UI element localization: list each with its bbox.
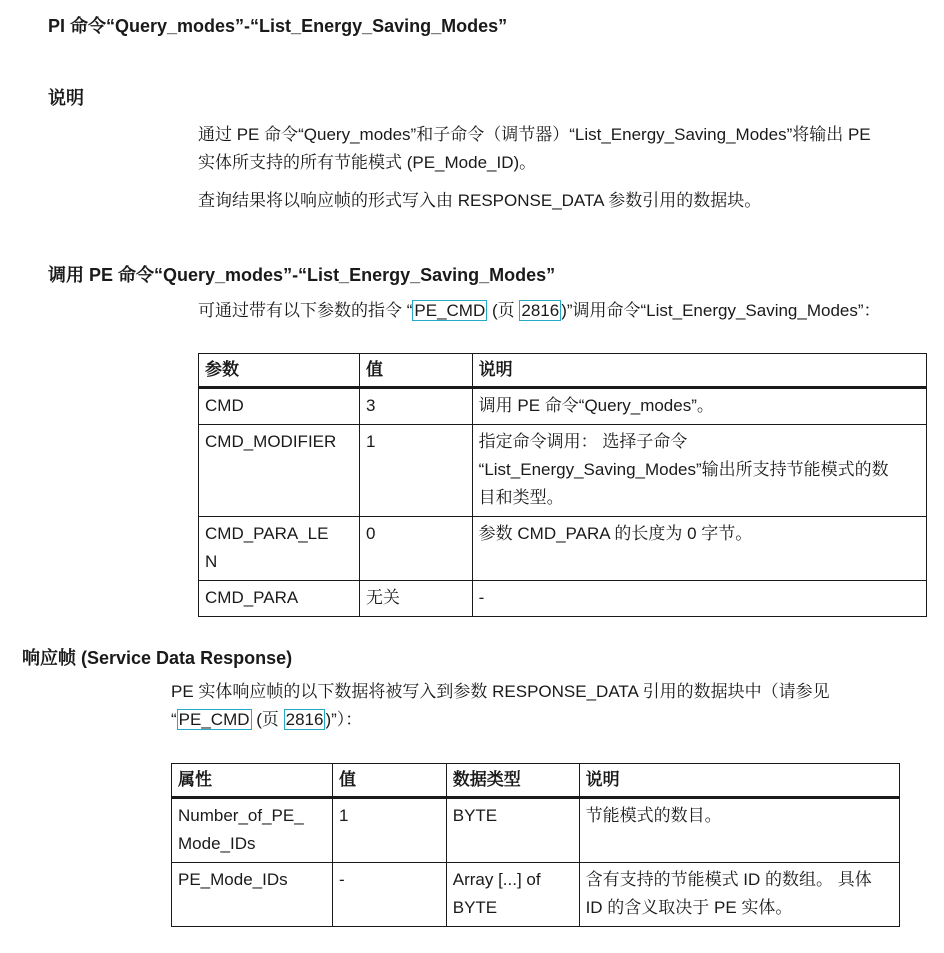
cell-desc-line: 目和类型。: [478, 488, 564, 507]
cell-param-line: N: [205, 552, 218, 571]
response-intro: [171, 678, 830, 734]
col-header-attr: 属性: [172, 764, 333, 798]
response-intro-line1: PE 实体响应帧的以下数据将被写入到参数 RESPONSE_DATA 引用的数据块中（请参见: [171, 682, 830, 701]
cell-param: [199, 517, 360, 581]
cell-type: [446, 863, 579, 927]
response-data-table: [171, 763, 900, 927]
cell-desc-line: ID 的含义取决于 PE 实体。: [585, 898, 793, 917]
cell-desc: 调用 PE 命令“Query_modes”。: [472, 388, 926, 425]
page-2816-link[interactable]: 2816: [521, 301, 560, 320]
cell-attr: PE_Mode_IDs: [172, 863, 333, 927]
table-row: [172, 798, 900, 863]
call-intro-post: )”调用命令“List_Energy_Saving_Modes”：: [561, 301, 881, 320]
col-header-value: 值: [332, 764, 446, 798]
cell-attr: [172, 798, 333, 863]
cell-desc: 节能模式的数目。: [579, 798, 899, 863]
description-heading: 说明: [48, 88, 84, 108]
response-heading: 响应帧 (Service Data Response): [22, 648, 293, 668]
cell-attr-line: Number_of_PE_: [178, 806, 304, 825]
response-line2-post: )”）：: [325, 710, 363, 729]
cell-desc: [579, 863, 899, 927]
cell-type-line: BYTE: [452, 898, 498, 917]
cell-param: CMD_PARA: [199, 581, 360, 617]
table-header-row: [199, 354, 927, 388]
cell-desc: 参数 CMD_PARA 的长度为 0 字节。: [472, 517, 926, 581]
cell-attr-line: Mode_IDs: [178, 834, 256, 853]
table-row: [199, 388, 927, 425]
call-intro: [198, 297, 881, 325]
response-intro-line2: [171, 706, 830, 734]
cell-param: CMD: [199, 388, 360, 425]
cell-value: 1: [332, 798, 446, 863]
table-row: [199, 517, 927, 581]
call-heading: 调用 PE 命令“Query_modes”-“List_Energy_Saving_Modes”: [48, 265, 556, 285]
cell-value: 3: [359, 388, 472, 425]
col-header-value: 值: [359, 354, 472, 388]
call-intro-pre: 可通过带有以下参数的指令 “: [198, 301, 413, 320]
page-2816-link[interactable]: 2816: [285, 710, 324, 729]
call-parameter-table: [198, 353, 927, 617]
pe-cmd-link[interactable]: PE_CMD: [414, 301, 486, 320]
description-p1-line1: 通过 PE 命令“Query_modes”和子命令（调节器）“List_Energy_Saving_Modes”将输出 PE: [198, 125, 871, 144]
description-paragraph-2: 查询结果将以响应帧的形式写入由 RESPONSE_DATA 参数引用的数据块。: [198, 191, 762, 210]
description-paragraph-1: [198, 121, 871, 177]
cell-desc: [472, 425, 926, 517]
cell-desc-line: 含有支持的节能模式 ID 的数组。 具体: [585, 870, 872, 889]
col-header-desc: 说明: [579, 764, 899, 798]
table-row: [172, 863, 900, 927]
response-page-pre: (页: [251, 710, 284, 729]
cell-param-line: CMD_PARA_LE: [205, 524, 329, 543]
cell-param: CMD_MODIFIER: [199, 425, 360, 517]
cell-value: 0: [359, 517, 472, 581]
cell-desc: -: [472, 581, 926, 617]
cell-type-line: Array [...] of: [452, 870, 541, 889]
col-header-desc: 说明: [472, 354, 926, 388]
table-row: [199, 581, 927, 617]
table-row: [199, 425, 927, 517]
call-page-pre: (页: [487, 301, 520, 320]
cell-type: BYTE: [446, 798, 579, 863]
cell-desc-line: “List_Energy_Saving_Modes”输出所支持节能模式的数: [478, 460, 889, 479]
response-line2-pre: “: [171, 710, 177, 729]
description-p1-line2: 实体所支持的所有节能模式 (PE_Mode_ID)。: [198, 153, 537, 172]
page-title: PI 命令“Query_modes”-“List_Energy_Saving_Modes”: [48, 16, 508, 36]
pe-cmd-link[interactable]: PE_CMD: [178, 710, 250, 729]
cell-desc-line: 指定命令调用： 选择子命令: [478, 432, 688, 451]
cell-value: 无关: [359, 581, 472, 617]
col-header-param: 参数: [199, 354, 360, 388]
cell-value: -: [332, 863, 446, 927]
cell-value: 1: [359, 425, 472, 517]
col-header-type: 数据类型: [446, 764, 579, 798]
table-header-row: [172, 764, 900, 798]
